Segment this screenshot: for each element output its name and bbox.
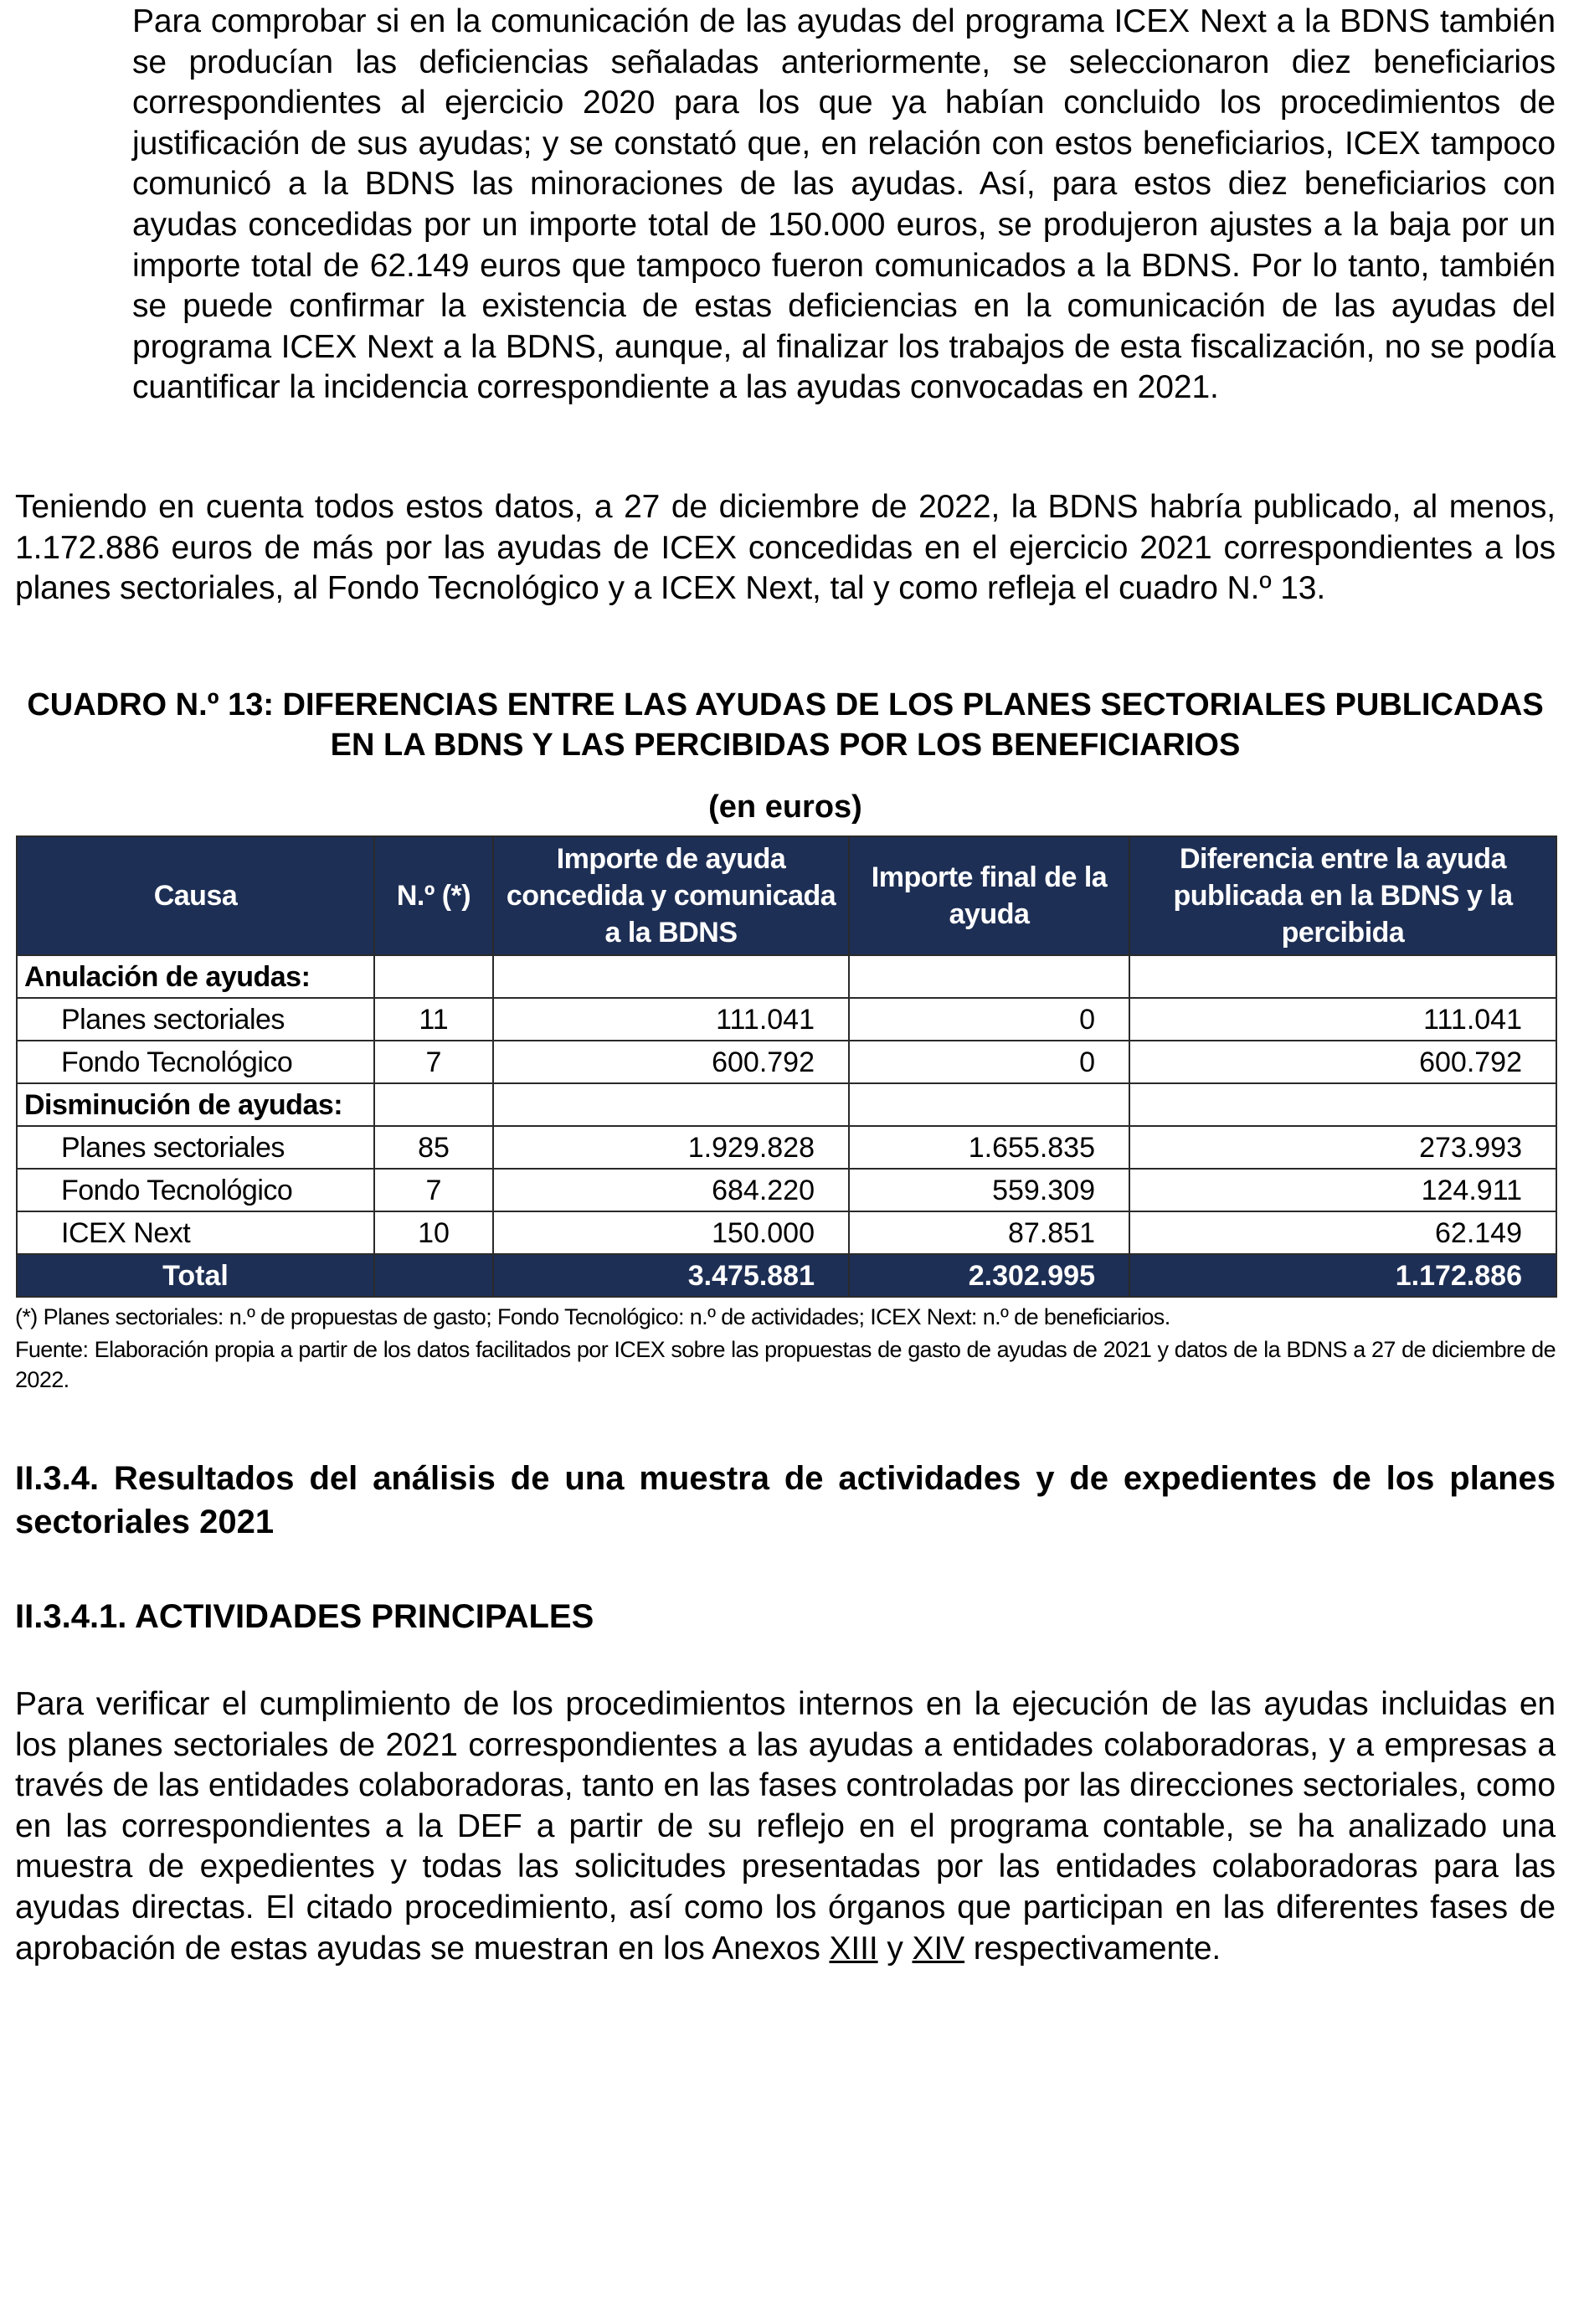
annex-xiv-link[interactable]: XIV	[912, 1930, 965, 1967]
paragraph-text: y	[877, 1930, 913, 1967]
cell-final: 0	[849, 998, 1129, 1041]
empty-cell	[1129, 955, 1556, 998]
cell-n: 85	[374, 1126, 493, 1169]
table-total-row	[17, 1254, 1556, 1297]
table-row	[17, 1169, 1556, 1211]
cell-final: 559.309	[849, 1169, 1129, 1211]
paragraph-actividades	[15, 1684, 1556, 1969]
cell-final: 1.655.835	[849, 1126, 1129, 1169]
subsection-heading: II.3.4.1. ACTIVIDADES PRINCIPALES	[15, 1598, 594, 1635]
table-group-row	[17, 955, 1556, 998]
cell-concedida: 1.929.828	[493, 1126, 849, 1169]
cell-causa: Planes sectoriales	[17, 998, 374, 1041]
paragraph-summary: Teniendo en cuenta todos estos datos, a 27 de diciembre de 2022, la BDNS habría publicado, al menos, 1.172.886 euros de más por las ayudas de ICEX concedidas en el ejercicio 2021 correspondientes a los planes sectoriales, al Fondo Tecnológico y a ICEX Next, tal y como refleja el cuadro N.º 13.	[15, 489, 1556, 607]
cell-n: 7	[374, 1169, 493, 1211]
cell-diferencia: 600.792	[1129, 1041, 1556, 1083]
cell-diferencia: 124.911	[1129, 1169, 1556, 1211]
empty-cell	[374, 1083, 493, 1126]
cell-causa: Fondo Tecnológico	[17, 1169, 374, 1211]
paragraph-text: respectivamente.	[964, 1930, 1221, 1967]
paragraph-icex-next: Para comprobar si en la comunicación de las ayudas del programa ICEX Next a la BDNS también se producían las deficiencias señaladas anteriormente, se seleccionaron diez beneficiarios correspondientes al ejercicio 2020 para los que ya habían concluido los procedimientos de justificación de sus ayudas; y se constató que, en relación con estos beneficiarios, ICEX tampoco comunicó a la BDNS las minoraciones de las ayudas. Así, para estos diez beneficiarios con ayudas concedidas por un importe total de 150.000 euros, se produjeron ajustes a la baja por un importe total de 62.149 euros que tampoco fueron comunicados a la BDNS. Por lo tanto, también se puede confirmar la existencia de estas deficiencias en la comunicación de las ayudas del programa ICEX Next a la BDNS, aunque, al finalizar los trabajos de esta fiscalización, no se podía cuantificar la incidencia correspondiente a las ayudas convocadas en 2021.	[132, 3, 1556, 406]
cell-concedida: 684.220	[493, 1169, 849, 1211]
empty-cell	[1129, 1083, 1556, 1126]
empty-cell	[849, 1083, 1129, 1126]
cell-concedida: 150.000	[493, 1211, 849, 1254]
cell-n: 11	[374, 998, 493, 1041]
header-importe-concedida: Importe de ayuda concedida y comunicada a la BDNS	[493, 836, 849, 955]
table-group-row	[17, 1083, 1556, 1126]
table-source: Fuente: Elaboración propia a partir de los datos facilitados por ICEX sobre las propuestas de gasto de ayudas de 2021 y datos de la BDNS a 27 de diciembre de 2022.	[15, 1337, 1556, 1392]
total-final: 2.302.995	[849, 1254, 1129, 1297]
cell-diferencia: 111.041	[1129, 998, 1556, 1041]
table-units: (en euros)	[708, 789, 862, 825]
table-row	[17, 1126, 1556, 1169]
header-causa: Causa	[17, 836, 374, 955]
cell-n: 10	[374, 1211, 493, 1254]
section-heading: II.3.4. Resultados del análisis de una muestra de actividades y de expedientes de los planes sectoriales 2021	[15, 1460, 1556, 1540]
total-n	[374, 1254, 493, 1297]
empty-cell	[849, 955, 1129, 998]
cell-diferencia: 62.149	[1129, 1211, 1556, 1254]
cell-final: 87.851	[849, 1211, 1129, 1254]
cuadro-13-table	[16, 836, 1557, 1298]
cell-diferencia: 273.993	[1129, 1126, 1556, 1169]
annex-xiii-link[interactable]: XIII	[829, 1930, 878, 1967]
total-diferencia: 1.172.886	[1129, 1254, 1556, 1297]
paragraph-text: Para verificar el cumplimiento de los procedimientos internos en la ejecución de las ayudas incluidas en los planes sectoriales de 2021 correspondientes a las ayudas a entidades colaboradoras, y a empresas a través de las entidades colaboradoras, tanto en las fases controladas por las direcciones sectoriales, como en las correspondientes a la DEF a partir de su reflejo en el programa contable, se ha analizado una muestra de expedientes y todas las solicitudes presentadas por las entidades colaboradoras para las ayudas directas. El citado procedimiento, así como los órganos que participan en las diferentes fases de aprobación de estas ayudas se muestran en los Anexos	[15, 1686, 1556, 1967]
cell-concedida: 111.041	[493, 998, 849, 1041]
cell-causa: Fondo Tecnológico	[17, 1041, 374, 1083]
table-title: CUADRO N.º 13: DIFERENCIAS ENTRE LAS AYUDAS DE LOS PLANES SECTORIALES PUBLICADAS EN LA BDNS Y LAS PERCIBIDAS POR LOS BENEFICIARIOS	[27, 687, 1544, 763]
empty-cell	[374, 955, 493, 998]
cell-causa: ICEX Next	[17, 1211, 374, 1254]
cell-final: 0	[849, 1041, 1129, 1083]
table-row	[17, 1211, 1556, 1254]
table-header-row	[17, 836, 1556, 955]
table-row	[17, 1041, 1556, 1083]
cell-n: 7	[374, 1041, 493, 1083]
total-concedida: 3.475.881	[493, 1254, 849, 1297]
cell-concedida: 600.792	[493, 1041, 849, 1083]
total-label: Total	[17, 1254, 374, 1297]
table-footnote: (*) Planes sectoriales: n.º de propuestas de gasto; Fondo Tecnológico: n.º de actividades; ICEX Next: n.º de beneficiarios.	[15, 1304, 1170, 1329]
table-row	[17, 998, 1556, 1041]
empty-cell	[493, 1083, 849, 1126]
header-diferencia: Diferencia entre la ayuda publicada en la BDNS y la percibida	[1129, 836, 1556, 955]
header-numero: N.º (*)	[374, 836, 493, 955]
group-label: Disminución de ayudas:	[17, 1083, 374, 1126]
cell-causa: Planes sectoriales	[17, 1126, 374, 1169]
header-importe-final: Importe final de la ayuda	[849, 836, 1129, 955]
empty-cell	[493, 955, 849, 998]
group-label: Anulación de ayudas:	[17, 955, 374, 998]
